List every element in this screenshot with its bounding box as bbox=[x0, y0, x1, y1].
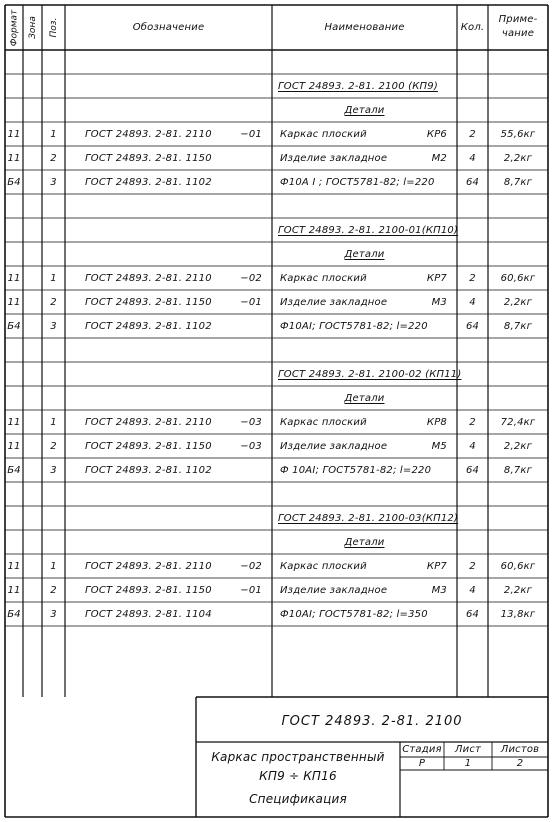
row-quantity: 2 bbox=[469, 416, 476, 428]
row-position bbox=[42, 362, 65, 386]
row-designation-suffix: −01 bbox=[240, 584, 262, 596]
row-quantity: 2 bbox=[469, 128, 476, 140]
row-designation: ГОСТ 24893. 2-81. 1150 bbox=[85, 296, 212, 308]
row-name: Изделие закладное bbox=[280, 440, 388, 452]
row-quantity: 4 bbox=[469, 584, 476, 596]
row-zone bbox=[23, 266, 42, 290]
row-position: 1 bbox=[50, 560, 57, 572]
row-zone bbox=[23, 242, 42, 266]
row-name-suffix bbox=[410, 458, 457, 482]
row-designation bbox=[65, 338, 225, 362]
row-position: 3 bbox=[50, 320, 57, 332]
row-designation: ГОСТ 24893. 2-81. 2110 bbox=[85, 416, 212, 428]
row-designation-suffix: −02 bbox=[240, 272, 262, 284]
row-note bbox=[488, 74, 548, 98]
row-name: Каркас плоский bbox=[280, 560, 367, 572]
header-note-line2: чание bbox=[501, 28, 535, 39]
header-quantity: Кол. bbox=[460, 22, 485, 33]
row-name: Ф10АI; ГОСТ5781-82; l=350 bbox=[280, 608, 428, 620]
row-zone bbox=[23, 362, 42, 386]
row-position bbox=[42, 218, 65, 242]
row-name: Каркас плоский bbox=[280, 272, 367, 284]
row-designation-suffix bbox=[225, 338, 272, 362]
row-format: 11 bbox=[7, 440, 21, 452]
row-designation bbox=[65, 506, 225, 530]
row-zone bbox=[23, 218, 42, 242]
row-note bbox=[488, 338, 548, 362]
row-zone bbox=[23, 74, 42, 98]
row-designation-suffix bbox=[225, 146, 272, 170]
row-format bbox=[5, 98, 23, 122]
row-note: 60,6кг bbox=[500, 272, 536, 284]
row-position: 2 bbox=[50, 584, 57, 596]
sheets-value: 2 bbox=[516, 758, 524, 769]
row-format bbox=[5, 530, 23, 554]
row-position: 1 bbox=[50, 416, 57, 428]
row-name-suffix: КР8 bbox=[426, 416, 447, 428]
row-designation: ГОСТ 24893. 2-81. 2110 bbox=[85, 272, 212, 284]
row-note bbox=[488, 50, 548, 74]
row-quantity bbox=[457, 362, 488, 386]
row-format: 11 bbox=[7, 296, 21, 308]
row-note bbox=[488, 386, 548, 410]
row-quantity: 64 bbox=[465, 464, 480, 476]
row-name: Ф 10АI; ГОСТ5781-82; l=220 bbox=[280, 464, 432, 476]
row-position bbox=[42, 482, 65, 506]
row-zone bbox=[23, 50, 42, 74]
row-quantity: 64 bbox=[465, 320, 480, 332]
row-position: 1 bbox=[50, 272, 57, 284]
row-designation-suffix: −01 bbox=[240, 296, 262, 308]
row-designation-suffix bbox=[225, 386, 272, 410]
row-document-reference: ГОСТ 24893. 2-81. 2100-03(КП12) bbox=[278, 512, 459, 524]
header-position: Поз. bbox=[48, 17, 59, 38]
row-designation-suffix bbox=[225, 74, 272, 98]
row-document-reference: ГОСТ 24893. 2-81. 2100 (КП9) bbox=[278, 80, 438, 92]
row-format: Б4 bbox=[7, 464, 21, 476]
row-designation-suffix: −01 bbox=[240, 128, 262, 140]
row-designation: ГОСТ 24893. 2-81. 1102 bbox=[85, 320, 212, 332]
row-format: 11 bbox=[7, 584, 21, 596]
row-position bbox=[42, 338, 65, 362]
row-designation-suffix: −02 bbox=[240, 560, 262, 572]
row-quantity: 4 bbox=[469, 152, 476, 164]
row-name-suffix: М3 bbox=[431, 296, 447, 308]
header-zone: Зона bbox=[27, 16, 38, 39]
row-position bbox=[42, 98, 65, 122]
row-name: Каркас плоский bbox=[280, 416, 367, 428]
row-designation bbox=[65, 530, 225, 554]
stage-label: Стадия bbox=[402, 744, 442, 755]
row-quantity bbox=[457, 194, 488, 218]
row-section-heading: Детали bbox=[344, 104, 385, 116]
row-designation-suffix bbox=[225, 194, 272, 218]
row-note: 8,7кг bbox=[503, 176, 533, 188]
row-designation: ГОСТ 24893. 2-81. 1102 bbox=[85, 464, 212, 476]
row-note: 2,2кг bbox=[503, 296, 533, 308]
row-note bbox=[488, 506, 548, 530]
row-designation-suffix bbox=[225, 50, 272, 74]
row-designation: ГОСТ 24893. 2-81. 1150 bbox=[85, 584, 212, 596]
row-zone bbox=[23, 194, 42, 218]
row-designation-suffix: −03 bbox=[240, 416, 262, 428]
row-note: 8,7кг bbox=[503, 464, 533, 476]
row-name-suffix: М2 bbox=[431, 152, 447, 164]
row-designation-suffix bbox=[225, 362, 272, 386]
row-quantity: 4 bbox=[469, 440, 476, 452]
product-name-line1: Каркас пространственный bbox=[211, 750, 385, 764]
row-section-heading: Детали bbox=[344, 248, 385, 260]
row-position: 1 bbox=[50, 128, 57, 140]
row-document-reference: ГОСТ 24893. 2-81. 2100-02 (КП11) bbox=[278, 368, 462, 380]
row-format: Б4 bbox=[7, 176, 21, 188]
row-zone bbox=[23, 578, 42, 602]
row-zone bbox=[23, 530, 42, 554]
row-note: 55,6кг bbox=[500, 128, 536, 140]
row-format: 11 bbox=[7, 272, 21, 284]
row-designation bbox=[65, 98, 225, 122]
row-name-suffix bbox=[410, 50, 457, 74]
row-designation bbox=[65, 218, 225, 242]
row-designation-suffix bbox=[225, 506, 272, 530]
row-designation-suffix bbox=[225, 98, 272, 122]
row-position bbox=[42, 194, 65, 218]
row-note bbox=[488, 242, 548, 266]
row-quantity bbox=[457, 98, 488, 122]
row-name bbox=[272, 482, 422, 506]
row-name-suffix bbox=[410, 338, 457, 362]
row-format bbox=[5, 50, 23, 74]
row-name-suffix bbox=[410, 170, 457, 194]
row-quantity: 2 bbox=[469, 560, 476, 572]
row-position bbox=[42, 242, 65, 266]
sheet-label: Лист bbox=[454, 744, 482, 755]
row-designation bbox=[65, 194, 225, 218]
row-name: Ф10А I ; ГОСТ5781-82; l=220 bbox=[280, 176, 435, 188]
row-format: Б4 bbox=[7, 608, 21, 620]
row-name-suffix bbox=[410, 482, 457, 506]
document-code: ГОСТ 24893. 2-81. 2100 bbox=[281, 713, 463, 729]
row-quantity bbox=[457, 482, 488, 506]
row-designation-suffix bbox=[225, 314, 272, 338]
row-designation: ГОСТ 24893. 2-81. 1104 bbox=[85, 608, 212, 620]
row-zone bbox=[23, 314, 42, 338]
row-quantity: 64 bbox=[465, 608, 480, 620]
row-position: 3 bbox=[50, 608, 57, 620]
row-name-suffix: М3 bbox=[431, 584, 447, 596]
header-format: Формат bbox=[9, 9, 19, 46]
row-format bbox=[5, 506, 23, 530]
row-quantity bbox=[457, 506, 488, 530]
row-note: 13,8кг bbox=[500, 608, 536, 620]
row-quantity bbox=[457, 242, 488, 266]
row-format bbox=[5, 242, 23, 266]
row-quantity bbox=[457, 74, 488, 98]
row-position: 3 bbox=[50, 176, 57, 188]
row-format: 11 bbox=[7, 128, 21, 140]
row-note bbox=[488, 194, 548, 218]
row-zone bbox=[23, 554, 42, 578]
row-quantity bbox=[457, 386, 488, 410]
row-note: 60,6кг bbox=[500, 560, 536, 572]
row-format bbox=[5, 194, 23, 218]
row-note bbox=[488, 530, 548, 554]
row-name bbox=[272, 194, 422, 218]
document-type: Спецификация bbox=[249, 792, 347, 806]
row-format bbox=[5, 482, 23, 506]
row-zone bbox=[23, 434, 42, 458]
row-quantity bbox=[457, 50, 488, 74]
row-note bbox=[488, 98, 548, 122]
row-quantity: 64 bbox=[465, 176, 480, 188]
row-designation-suffix bbox=[225, 602, 272, 626]
row-document-reference: ГОСТ 24893. 2-81. 2100-01(КП10) bbox=[278, 224, 459, 236]
row-name: Ф10АI; ГОСТ5781-82; l=220 bbox=[280, 320, 428, 332]
row-note: 72,4кг bbox=[500, 416, 536, 428]
row-name-suffix: КР6 bbox=[426, 128, 447, 140]
row-name bbox=[272, 338, 422, 362]
row-name-suffix: КР7 bbox=[426, 272, 447, 284]
row-name-suffix bbox=[410, 602, 457, 626]
row-zone bbox=[23, 482, 42, 506]
row-designation-suffix bbox=[225, 242, 272, 266]
row-quantity bbox=[457, 218, 488, 242]
row-quantity: 4 bbox=[469, 296, 476, 308]
row-zone bbox=[23, 146, 42, 170]
row-name-suffix: КР7 bbox=[426, 560, 447, 572]
row-designation: ГОСТ 24893. 2-81. 2110 bbox=[85, 128, 212, 140]
row-zone bbox=[23, 290, 42, 314]
row-position: 3 bbox=[50, 464, 57, 476]
row-format bbox=[5, 338, 23, 362]
row-position bbox=[42, 74, 65, 98]
row-format: 11 bbox=[7, 560, 21, 572]
row-designation bbox=[65, 386, 225, 410]
row-note bbox=[488, 482, 548, 506]
row-position: 2 bbox=[50, 152, 57, 164]
row-note: 8,7кг bbox=[503, 320, 533, 332]
row-name: Изделие закладное bbox=[280, 296, 388, 308]
row-format bbox=[5, 218, 23, 242]
row-designation: ГОСТ 24893. 2-81. 1150 bbox=[85, 440, 212, 452]
row-designation-suffix bbox=[225, 218, 272, 242]
row-designation-suffix bbox=[225, 170, 272, 194]
row-note bbox=[488, 218, 548, 242]
row-position: 2 bbox=[50, 440, 57, 452]
row-designation bbox=[65, 482, 225, 506]
sheets-label: Листов bbox=[500, 744, 540, 755]
row-section-heading: Детали bbox=[344, 392, 385, 404]
row-zone bbox=[23, 122, 42, 146]
row-designation: ГОСТ 24893. 2-81. 1150 bbox=[85, 152, 212, 164]
row-name-suffix bbox=[410, 194, 457, 218]
row-designation bbox=[65, 50, 225, 74]
row-designation-suffix: −03 bbox=[240, 440, 262, 452]
row-quantity: 2 bbox=[469, 272, 476, 284]
row-format: Б4 bbox=[7, 320, 21, 332]
row-note bbox=[488, 362, 548, 386]
row-designation-suffix bbox=[225, 458, 272, 482]
header-designation: Обозначение bbox=[132, 22, 205, 33]
row-zone bbox=[23, 506, 42, 530]
row-designation bbox=[65, 362, 225, 386]
stage-value: Р bbox=[418, 758, 426, 769]
row-name bbox=[272, 50, 422, 74]
row-designation-suffix bbox=[225, 530, 272, 554]
row-position bbox=[42, 506, 65, 530]
row-designation: ГОСТ 24893. 2-81. 1102 bbox=[85, 176, 212, 188]
row-format bbox=[5, 362, 23, 386]
row-zone bbox=[23, 386, 42, 410]
row-name-suffix bbox=[410, 314, 457, 338]
row-position bbox=[42, 386, 65, 410]
row-name: Изделие закладное bbox=[280, 584, 388, 596]
row-designation bbox=[65, 74, 225, 98]
row-name: Изделие закладное bbox=[280, 152, 388, 164]
row-zone bbox=[23, 458, 42, 482]
row-note: 2,2кг bbox=[503, 152, 533, 164]
row-format bbox=[5, 386, 23, 410]
row-format: 11 bbox=[7, 152, 21, 164]
row-zone bbox=[23, 98, 42, 122]
row-quantity bbox=[457, 530, 488, 554]
row-position bbox=[42, 50, 65, 74]
row-quantity bbox=[457, 338, 488, 362]
row-name: Каркас плоский bbox=[280, 128, 367, 140]
sheet-value: 1 bbox=[464, 758, 472, 769]
row-position: 2 bbox=[50, 296, 57, 308]
product-name-line2: КП9 ÷ КП16 bbox=[259, 769, 337, 783]
row-zone bbox=[23, 170, 42, 194]
row-note: 2,2кг bbox=[503, 440, 533, 452]
row-designation-suffix bbox=[225, 482, 272, 506]
row-designation: ГОСТ 24893. 2-81. 2110 bbox=[85, 560, 212, 572]
row-zone bbox=[23, 410, 42, 434]
row-format: 11 bbox=[7, 416, 21, 428]
row-format bbox=[5, 74, 23, 98]
row-note: 2,2кг bbox=[503, 584, 533, 596]
row-zone bbox=[23, 338, 42, 362]
row-section-heading: Детали bbox=[344, 536, 385, 548]
row-name-suffix: М5 bbox=[431, 440, 447, 452]
row-designation bbox=[65, 242, 225, 266]
header-note-line1: Приме- bbox=[498, 14, 538, 25]
row-zone bbox=[23, 602, 42, 626]
header-name: Наименование bbox=[324, 22, 405, 33]
row-position bbox=[42, 530, 65, 554]
